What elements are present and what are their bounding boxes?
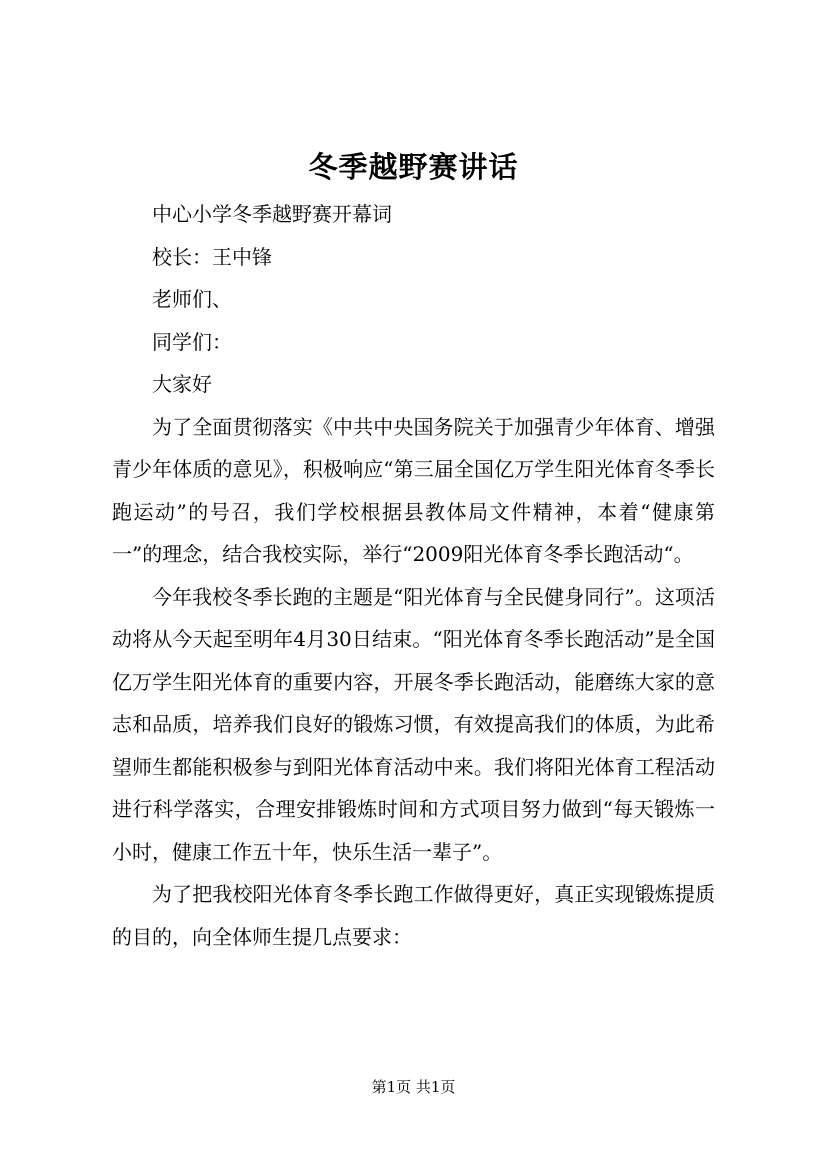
paragraph-heading: 中心小学冬季越野赛开幕词 <box>152 202 392 226</box>
paragraph-body: 今年我校冬季长跑的主题是“阳光体育与全民健身同行”。这项活动将从今天起至明年4月30日结束。“阳光体育冬季长跑活动”是全国亿万学生阳光体育的重要内容，开展冬季长跑活动，能磨练大家的意志和品质，培养我们良好的锻炼习惯，有效提高我们的体质，为此希望师生都能积极参与到阳光体育活动中来。我们将阳光体育工程活动进行科学落实，合理安排锻炼时间和方式项目努力做到“每天锻炼一小时，健康工作五十年，快乐生活一辈子”。 <box>112 584 715 864</box>
document-title: 冬季越野赛讲话 <box>308 150 519 184</box>
paragraph-principal: 校长：王中锋 <box>152 244 272 269</box>
paragraph-greeting-teachers: 老师们、 <box>152 287 232 311</box>
document-body <box>112 193 715 958</box>
paragraph-greeting-students: 同学们： <box>152 329 232 354</box>
page-number-footer: 第1页 共1页 <box>371 1078 456 1096</box>
paragraph-body: 为了把我校阳光体育冬季长跑工作做得更好，真正实现锻炼提质的目的，向全体师生提几点要求： <box>112 882 715 949</box>
paragraph-body: 为了全面贯彻落实《中共中央国务院关于加强青少年体育、增强青少年体质的意见》，积极响应“第三届全国亿万学生阳光体育冬季长跑运动”的号召，我们学校根据县教体局文件精神，本着“健康第一”的理念，结合我校实际，举行“2009阳光体育冬季长跑活动“。 <box>112 414 715 566</box>
paragraph-greeting-all: 大家好 <box>152 372 212 396</box>
